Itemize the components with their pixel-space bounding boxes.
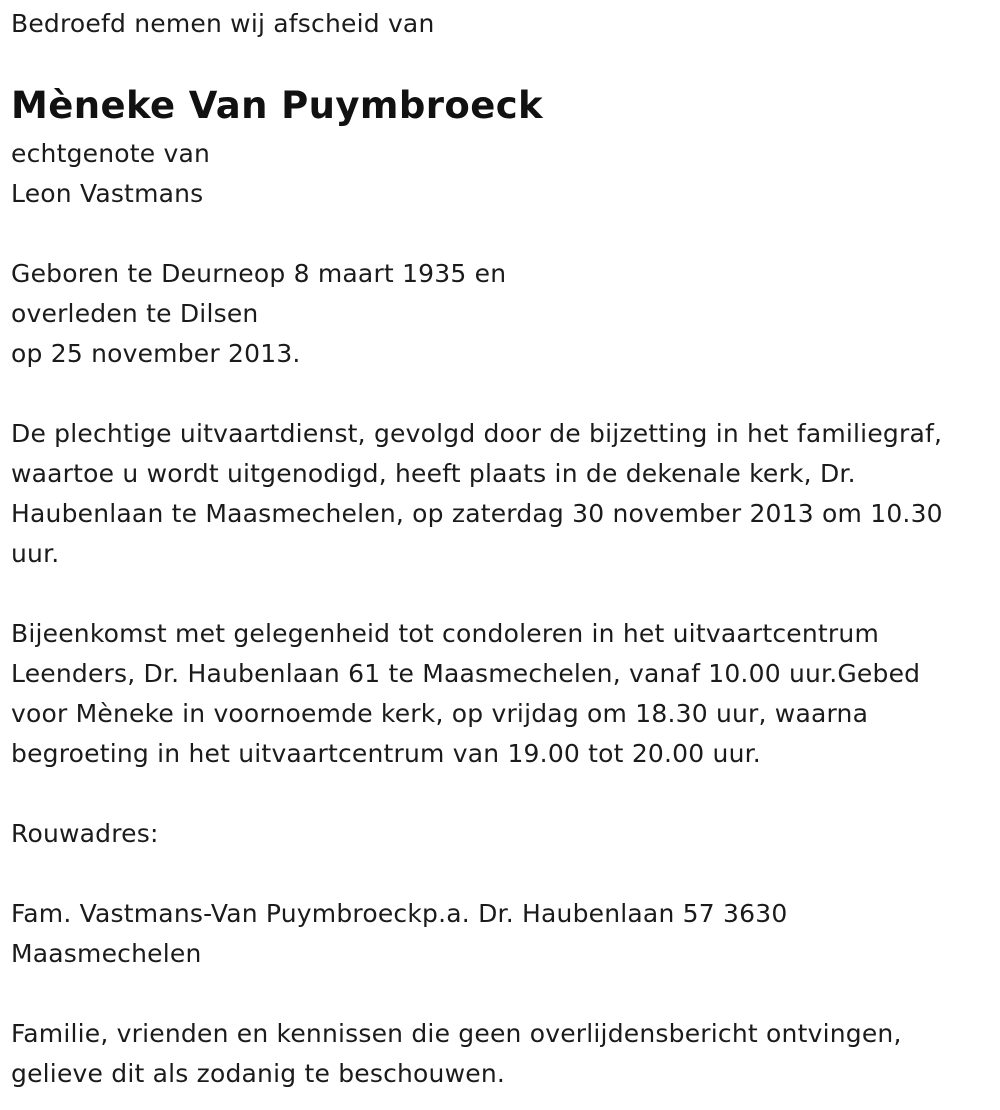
visitation-line: Bijeenkomst met gelegenheid tot condoleren in het uitvaartcentrum: [11, 619, 879, 648]
funeral-line: uur.: [11, 539, 60, 568]
spouse-relation: echtgenote van: [11, 139, 211, 168]
closing-line: Familie, vrienden en kennissen die geen overlijdensbericht ontvingen,: [11, 1019, 902, 1048]
intro-text: Bedroefd nemen wij afscheid van: [11, 9, 435, 38]
funeral-line: Haubenlaan te Maasmechelen, op zaterdag 30 november 2013 om 10.30: [11, 499, 943, 528]
visitation-line: begroeting in het uitvaartcentrum van 19.00 tot 20.00 uur.: [11, 739, 761, 768]
deceased-name: Mèneke Van Puymbroeck: [11, 84, 544, 127]
dates-block: [11, 254, 506, 374]
visitation-line: Leenders, Dr. Haubenlaan 61 te Maasmechelen, vanaf 10.00 uur.Gebed: [11, 659, 921, 688]
address-line: Fam. Vastmans-Van Puymbroeckp.a. Dr. Haubenlaan 57 3630: [11, 899, 788, 928]
visitation-paragraph: [11, 614, 920, 774]
death-date-line: op 25 november 2013.: [11, 339, 301, 368]
visitation-line: voor Mèneke in voornoemde kerk, op vrijdag om 18.30 uur, waarna: [11, 699, 869, 728]
spouse-name: Leon Vastmans: [11, 179, 204, 208]
address-label-block: [11, 814, 159, 854]
funeral-line: waartoe u wordt uitgenodigd, heeft plaats in de dekenale kerk, Dr.: [11, 459, 856, 488]
funeral-paragraph: [11, 414, 943, 574]
death-place-line: overleden te Dilsen: [11, 299, 259, 328]
funeral-line: De plechtige uitvaartdienst, gevolgd door de bijzetting in het familiegraf,: [11, 419, 943, 448]
birth-line: Geboren te Deurneop 8 maart 1935 en: [11, 259, 507, 288]
closing-line: gelieve dit als zodanig te beschouwen.: [11, 1059, 506, 1088]
address-line: Maasmechelen: [11, 939, 202, 968]
spouse-block: [11, 134, 210, 214]
closing-paragraph: [11, 1014, 902, 1094]
address-label: Rouwadres:: [11, 819, 159, 848]
address-block: [11, 894, 787, 974]
